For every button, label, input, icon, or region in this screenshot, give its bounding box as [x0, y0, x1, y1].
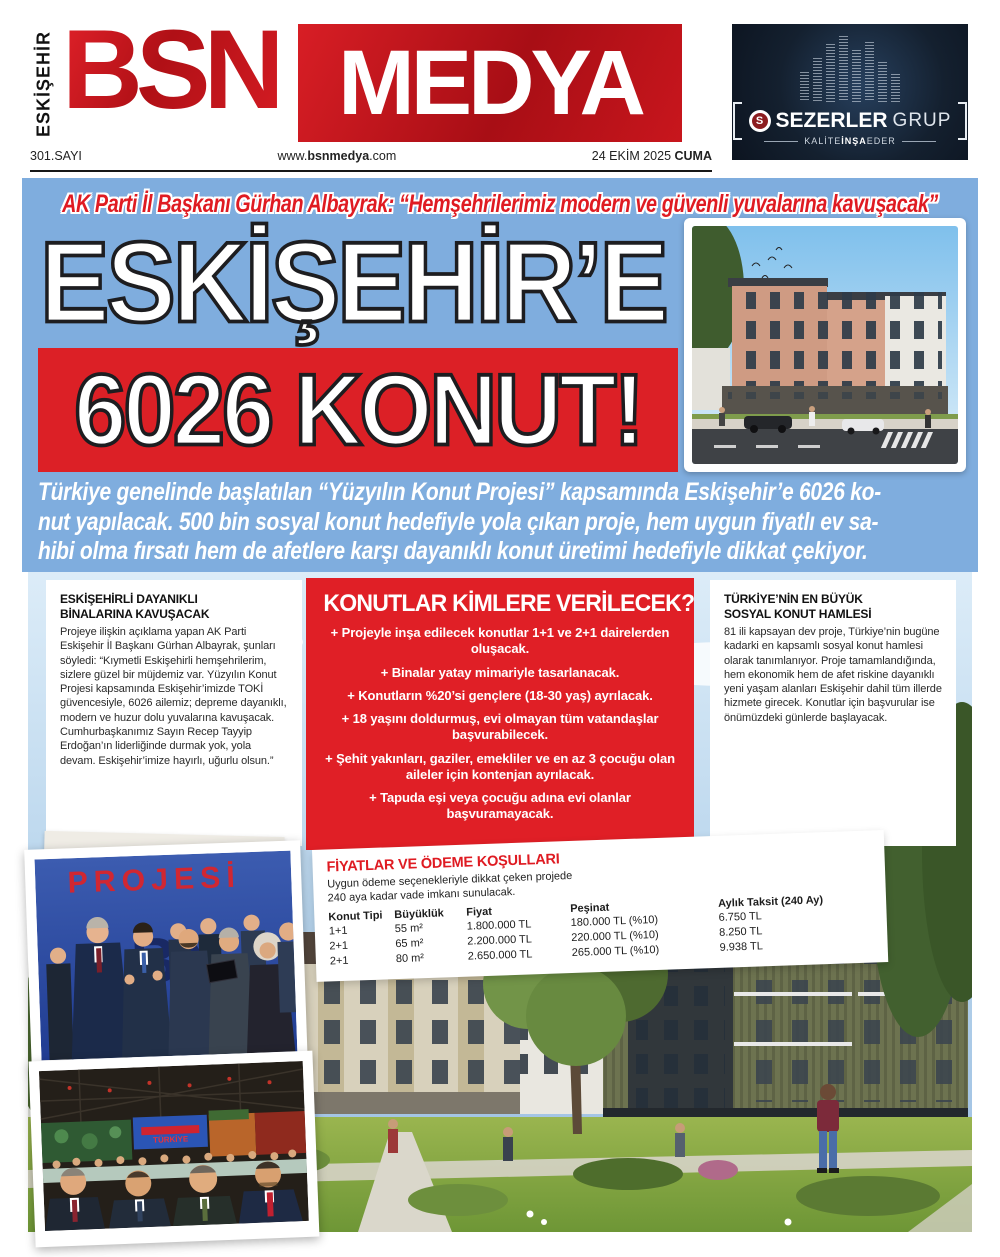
who-box-item: + Konutların %20’si gençlere (18-30 yaş) ayrılacak.	[347, 687, 653, 703]
photo-convention-group	[29, 1051, 320, 1248]
right-article-body: 81 ili kapsayan dev proje, Türkiye’nin bugüne kadarki en kapsamlı sosyal konut hamlesi olarak tanımlanıyor. Proje tamamlandığında, hem ekonomik hem de afet riskine dayanıklı yeni yaşam alanları Eskişehir dahil tüm illerde hizmete girecek. Konutlar için başvurular ise önümüzdeki günlerde başlayacak.	[724, 626, 942, 724]
hero-building-render	[692, 226, 958, 464]
lede-line: nut yapılacak. 500 bin sosyal konut hedefiyle yola çıkan proje, hem uygun fiyatlı ev sa-	[38, 507, 879, 536]
website-url: www.bsnmedya.com	[277, 149, 397, 163]
advert-sezerler-grup	[732, 24, 968, 160]
masthead-city-label: ESKİŞEHİR	[33, 30, 54, 138]
banner-text: PROJESİ	[67, 860, 242, 900]
lede-paragraph	[38, 478, 979, 567]
lede-line: hibi olma fırsatı hem de afetlere karşı dayanıklı konut üretimi hedefiyle dikkat çekiyor.	[38, 537, 868, 565]
pricing-panel	[312, 830, 888, 981]
advert-brand-suffix: GRUP	[892, 110, 952, 131]
hero-photo-frame	[684, 218, 966, 472]
left-article	[46, 580, 302, 846]
advert-brand-row	[732, 102, 968, 140]
convention-photo-illustration	[39, 1061, 309, 1231]
bracket-left-icon	[733, 102, 742, 140]
pricing-title: FİYATLAR VE ÖDEME KOŞULLARI	[326, 851, 560, 876]
photo-ceremony-stage	[24, 840, 308, 1073]
hero-section	[22, 178, 978, 572]
pricing-intro: Uygun ödeme seçenekleriyle dikkat çeken projede 240 aya kadar vade imkanı sunulacak.	[327, 869, 573, 905]
advert-tagline: KALİTEİNŞAEDER	[732, 136, 968, 146]
table-row: 1+1 55 m² 1.800.000 TL 180.000 TL (%10) 6.750 TL	[328, 910, 763, 938]
screen-text: TÜRKİYE	[152, 1134, 189, 1145]
sezerler-logo-icon: S	[749, 110, 771, 132]
who-box-item: + Binalar yatay mimariyle tasarlanacak.	[380, 664, 620, 680]
headline-red-banner	[38, 348, 678, 472]
issue-number: 301.SAYI	[30, 149, 82, 163]
main-headline-top: ESKİŞEHİR’E	[40, 219, 666, 347]
main-headline-bottom: 6026 KONUT!	[74, 352, 642, 467]
table-row: 2+1 80 m² 2.650.000 TL 265.000 TL (%10) 9.938 TL	[329, 940, 764, 968]
lede-line: Türkiye genelinde başlatılan “Yüzyılın Konut Projesi” kapsamında Eskişehir’e 6026 ko-	[38, 478, 881, 506]
advert-brand-name: SEZERLER	[775, 109, 888, 132]
masthead-logo-medya: MEDYA	[338, 32, 642, 134]
who-gets-housing-box	[306, 578, 694, 850]
left-article-body: Projeye ilişkin açıklama yapan AK Parti Eskişehir İl Başkanı Gürhan Albayrak, şunları söyledi: “Kıymetli Eskişehirli hemşehrilerim, sizlere güzel bir müjdemiz var. Yüzyılın Konut Projesi kapsamında Eskişehir’imizde TOKİ güvencesiyle, 6026 ailemiz; depreme dayanıklı, modern ve huzur dolu yuvalarına kavuşacak. Cumhurbaşkanımız Sayın Recep Tayyip Erdoğan’ın liderliğinde durmak yok, yola devam. Eskişehir’imize hayırlı, uğurlu olsun.”	[60, 626, 287, 767]
pricing-header-row: Konut Tipi Büyüklük Fiyat Peşinat Aylık Taksit (240 Ay)	[328, 893, 824, 924]
ceremony-photo-illustration	[35, 851, 298, 1061]
who-box-item: + Tapuda eşi veya çocuğu adına evi olanlar başvuramayacak.	[369, 790, 631, 822]
right-article-title: TÜRKİYE’NİN EN BÜYÜK SOSYAL KONUT HAMLESİ	[724, 592, 872, 621]
bracket-right-icon	[958, 102, 967, 140]
masthead-logo-medya-block	[298, 24, 682, 142]
who-box-title: KONUTLAR KİMLERE VERİLECEK?	[323, 590, 695, 617]
who-box-item: + Şehit yakınları, gaziler, emekliler ve en az 3 çocuğu olan aileler için kontenjan ayrılacak.	[325, 750, 675, 782]
kicker-headline: AK Parti İl Başkanı Gürhan Albayrak: “Hemşehrilerimiz modern ve güvenli yuvalarına kavuşacak”	[62, 190, 938, 218]
issue-date: 24 EKİM 2025 CUMA	[591, 149, 712, 163]
advert-skyline-graphic	[762, 32, 938, 102]
masthead-rule	[30, 170, 712, 172]
masthead-logo-bsn: BSN	[62, 7, 278, 132]
left-article-title: ESKİŞEHİRLİ DAYANIKLI BİNALARINA KAVUŞACAK	[60, 592, 210, 621]
right-article	[710, 580, 956, 846]
who-box-item: + 18 yaşını doldurmuş, evi olmayan tüm vatandaşlar başvurabilecek.	[341, 711, 659, 743]
masthead-info-row	[30, 149, 712, 163]
who-box-item: + Projeyle inşa edilecek konutlar 1+1 ve 2+1 dairelerden oluşacak.	[330, 625, 670, 657]
table-row: 2+1 65 m² 2.200.000 TL 220.000 TL (%10) 8.250 TL	[329, 925, 763, 953]
